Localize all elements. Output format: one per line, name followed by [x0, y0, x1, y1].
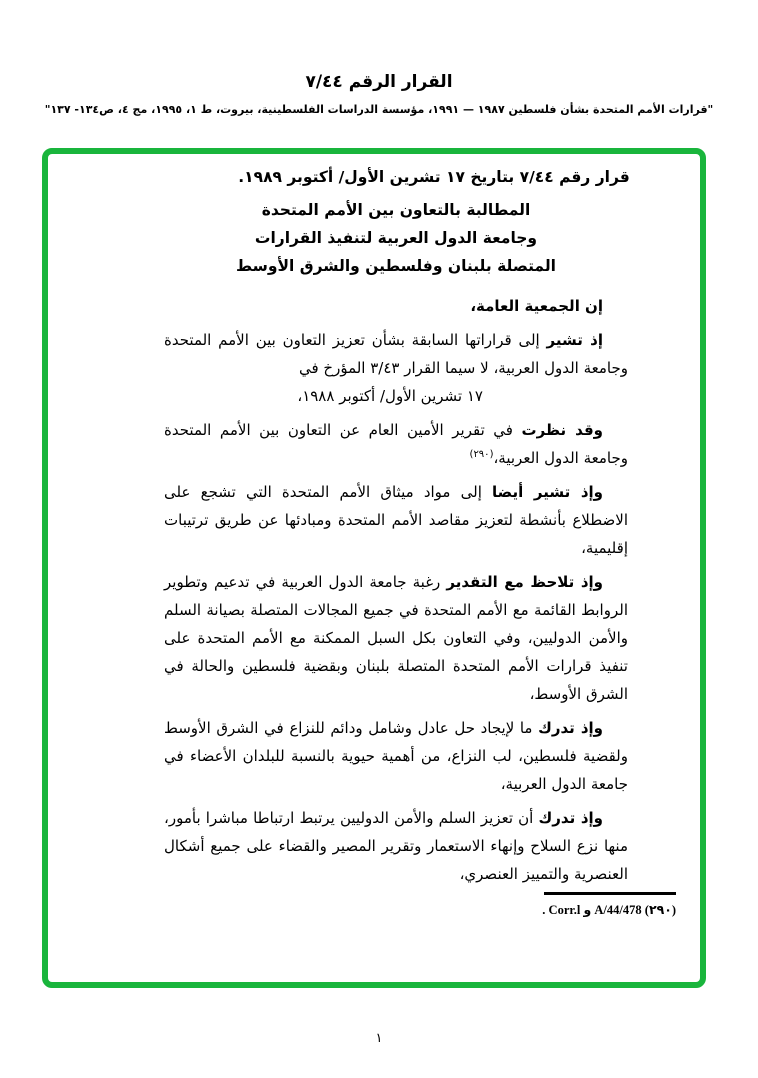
resolution-paragraph [164, 804, 628, 888]
paragraph-lead-phrase: إن الجمعية العامة، [470, 297, 603, 315]
paragraph-text: إلى مواد ميثاق الأمم المتحدة التي تشجع على الاضطلاع بأنشطة لتعزيز مقاصد الأمم المتحدة ومبادئها عن طريق ترتيبات إقليمية، [164, 483, 628, 557]
resolution-paragraph [164, 568, 628, 708]
footnote-text: (٢٩٠) A/44/478 و Corr.l . [542, 903, 676, 917]
resolution-paragraph [164, 326, 628, 410]
footnote-reference-marker: (٢٩٠) [469, 449, 494, 460]
paragraphs-container [164, 292, 628, 888]
footnote-block [456, 892, 676, 918]
paragraph-lead-phrase: وإذ تدرك [538, 809, 603, 827]
page-number: ١ [375, 1031, 383, 1046]
paragraph-text: في تقرير الأمين العام عن التعاون بين الأمم المتحدة وجامعة الدول العربية، [164, 421, 628, 467]
resolution-paragraph [164, 714, 628, 798]
paragraph-lead-phrase: إذ تشير [546, 331, 604, 349]
paragraph-lead-phrase: وإذ تشير أيضا [492, 483, 603, 501]
page-header-source-citation: "قرارات الأمم المتحدة بشأن فلسطين ١٩٨٧ — ١٩٩١، مؤسسة الدراسات الفلسطينية، بيروت، ط ١، ١٩٩٥، مج ٤، ص١٣٤- ١٣٧" [44, 103, 714, 116]
document-frame [42, 148, 706, 988]
subject-line-3: المتصلة بلبنان وفلسطين والشرق الأوسط [236, 257, 556, 275]
resolution-paragraph [164, 292, 628, 320]
subject-line-2: وجامعة الدول العربية لتنفيذ القرارات [254, 229, 538, 247]
paragraph-text: أن تعزيز السلم والأمن الدوليين يرتبط ارتباطا مباشرا بأمور، منها نزع السلاح وإنهاء الاستعمار وتقرير المصير والقضاء على جميع أشكال العنصرية والتمييز العنصري، [164, 809, 628, 883]
paragraph-text: رغبة جامعة الدول العربية في تدعيم وتطوير الروابط القائمة مع الأمم المتحدة في جميع المجالات المتصلة بصيانة السلم والأمن الدوليين، وفي التعاون بكل السبل الممكنة مع الأمم المتحدة على تنفيذ قرارات الأمم المتحدة المتصلة بلبنان وبقضية فلسطين والحالة في الشرق الأوسط، [164, 573, 628, 703]
paragraph-lead-phrase: وإذ تدرك [538, 719, 603, 737]
paragraph-text: إلى قراراتها السابقة بشأن تعزيز التعاون بين الأمم المتحدة وجامعة الدول العربية، لا سيما القرار ٣/٤٣ المؤرخ في [164, 331, 628, 377]
paragraph-lead-phrase: وقد نظرت [521, 421, 603, 439]
resolution-title-line: قرار رقم ٧/٤٤ بتاريخ ١٧ تشرين الأول/ أكتوبر ١٩٨٩. [238, 168, 630, 186]
paragraph-text: ما لإيجاد حل عادل وشامل ودائم للنزاع في الشرق الأوسط ولقضية فلسطين، لب النزاع، من أهمية حيوية بالنسبة للبلدان الأعضاء في جامعة الدول العربية، [164, 719, 628, 793]
footnote-separator-rule [544, 892, 676, 895]
paragraph-lead-phrase: وإذ تلاحظ مع التقدير [446, 573, 603, 591]
resolution-paragraph [164, 478, 628, 562]
resolution-paragraph [164, 416, 628, 472]
page-header-resolution-title: القرار الرقم ٧/٤٤ [305, 72, 453, 92]
paragraph-date-line: ١٧ تشرين الأول/ أكتوبر ١٩٨٨، [297, 387, 483, 405]
document-body [164, 164, 628, 894]
resolution-subject-heading [164, 196, 628, 280]
subject-line-1: المطالبة بالتعاون بين الأمم المتحدة [261, 201, 531, 219]
